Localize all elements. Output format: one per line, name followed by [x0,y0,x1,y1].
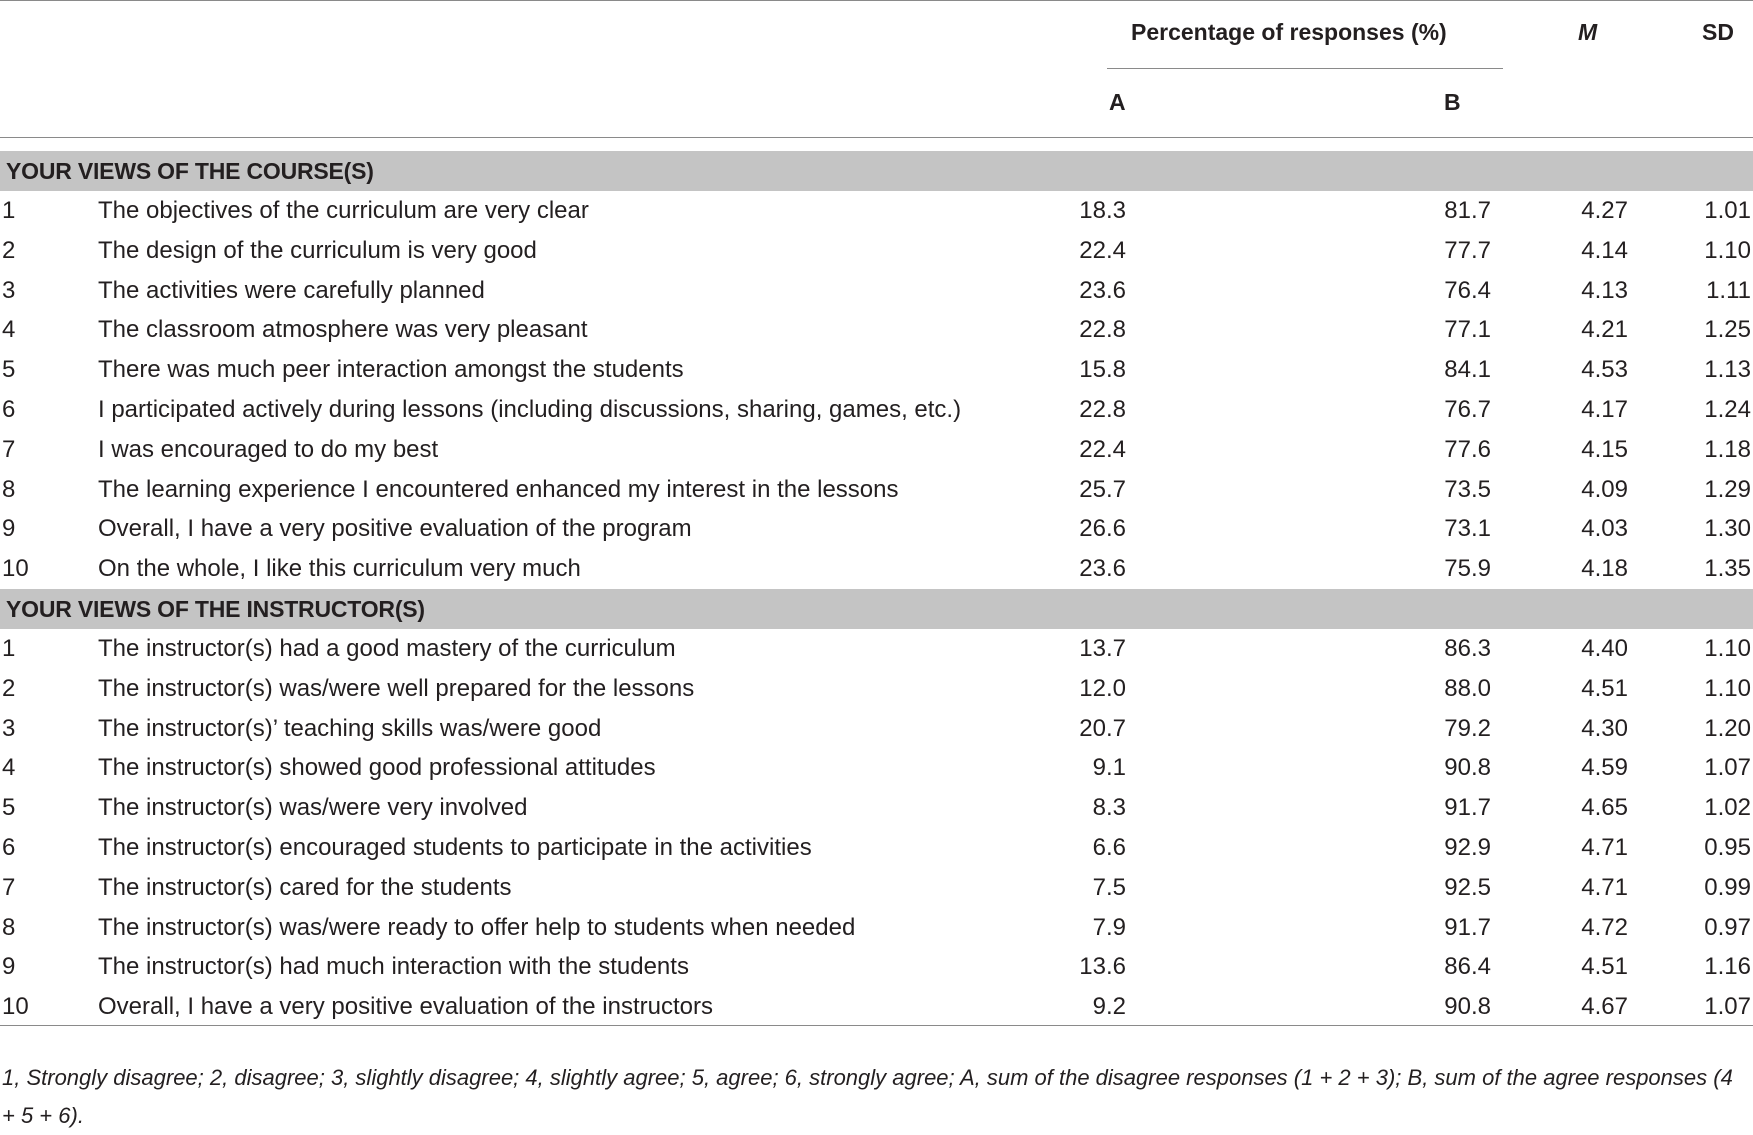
row-number: 7 [2,873,16,901]
row-value-sd: 1.10 [1704,635,1751,662]
row-value-a: 22.8 [1079,396,1126,423]
row-number: 5 [2,794,16,822]
row-number: 6 [2,834,16,861]
row-value-b: 91.7 [1444,794,1491,822]
row-value-a: 6.6 [1092,834,1126,861]
row-value-mean: 4.18 [1581,555,1628,583]
row-number: 6 [2,396,16,423]
row-number: 2 [2,236,16,264]
row-number: 5 [2,356,16,384]
row-value-b: 81.7 [1444,197,1491,224]
row-value-a: 23.6 [1079,276,1126,304]
table-row [0,669,1753,709]
row-value-b: 86.4 [1444,953,1491,981]
row-value-a: 25.7 [1079,475,1126,503]
header-col-b: B [1444,89,1461,115]
row-value-mean: 4.51 [1581,674,1628,702]
table-row [0,310,1753,350]
table-row [0,748,1753,788]
row-number: 9 [2,953,16,981]
row-number: 9 [2,515,16,543]
row-number: 10 [2,993,29,1021]
row-value-a: 13.7 [1079,635,1126,662]
row-value-mean: 4.72 [1581,913,1628,941]
row-value-mean: 4.13 [1581,276,1628,304]
table-row [0,629,1753,669]
row-number: 1 [2,197,16,224]
row-number: 8 [2,913,16,941]
table-row [0,350,1753,390]
row-value-b: 90.8 [1444,754,1491,782]
table-bottom-rule [0,1025,1753,1026]
row-value-sd: 1.13 [1704,356,1751,384]
row-item-text: The instructor(s) was/were ready to offer help to students when needed [98,913,856,941]
table-top-rule [0,0,1753,1]
row-value-sd: 1.02 [1704,794,1751,822]
row-value-sd: 1.29 [1704,475,1751,503]
row-value-sd: 1.24 [1704,396,1751,423]
row-value-a: 23.6 [1079,555,1126,583]
row-item-text: The activities were carefully planned [98,276,485,304]
header-mean: M [1578,19,1598,45]
row-value-a: 15.8 [1079,356,1126,384]
row-item-text: There was much peer interaction amongst the students [98,356,684,384]
header-bottom-rule [0,137,1753,138]
row-value-b: 90.8 [1444,993,1491,1021]
table-row [0,231,1753,271]
row-value-mean: 4.65 [1581,794,1628,822]
row-value-mean: 4.03 [1581,515,1628,543]
row-value-mean: 4.53 [1581,356,1628,384]
table-row [0,430,1753,470]
row-value-mean: 4.21 [1581,316,1628,344]
row-value-b: 77.6 [1444,435,1491,463]
row-item-text: The instructor(s) had much interaction with the students [98,953,689,981]
section-band-instructor [0,589,1753,629]
row-value-sd: 1.10 [1704,674,1751,702]
row-value-a: 8.3 [1092,794,1126,822]
table-row [0,271,1753,311]
row-value-sd: 1.18 [1704,435,1751,463]
row-value-mean: 4.71 [1581,873,1628,901]
row-item-text: The instructor(s) cared for the students [98,873,512,901]
table-row [0,788,1753,828]
row-value-sd: 1.16 [1704,953,1751,981]
row-number: 3 [2,714,16,742]
table-row [0,470,1753,510]
row-value-mean: 4.14 [1581,236,1628,264]
row-item-text: The instructor(s) was/were very involved [98,794,528,822]
row-item-text: The objectives of the curriculum are very clear [98,197,589,224]
row-value-b: 92.5 [1444,873,1491,901]
row-item-text: Overall, I have a very positive evaluation of the program [98,515,692,543]
row-value-b: 79.2 [1444,714,1491,742]
table-row [0,947,1753,987]
row-value-a: 22.4 [1079,435,1126,463]
table-row [0,987,1753,1027]
row-number: 3 [2,276,16,304]
row-item-text: Overall, I have a very positive evaluation of the instructors [98,993,713,1021]
section-band-course [0,151,1753,191]
row-value-sd: 1.20 [1704,714,1751,742]
row-number: 4 [2,754,16,782]
row-value-b: 84.1 [1444,356,1491,384]
row-item-text: The instructor(s)’ teaching skills was/were good [98,714,602,742]
header-sd: SD [1702,19,1734,45]
row-item-text: The classroom atmosphere was very pleasant [98,316,588,344]
row-number: 1 [2,635,16,662]
row-value-b: 73.5 [1444,475,1491,503]
row-value-sd: 1.07 [1704,993,1751,1021]
row-value-b: 91.7 [1444,913,1491,941]
row-value-sd: 1.30 [1704,515,1751,543]
row-value-a: 26.6 [1079,515,1126,543]
row-item-text: The instructor(s) had a good mastery of the curriculum [98,635,676,662]
row-value-a: 13.6 [1079,953,1126,981]
row-value-mean: 4.51 [1581,953,1628,981]
table-row [0,868,1753,908]
table-row [0,709,1753,749]
row-value-sd: 1.01 [1704,197,1751,224]
row-item-text: The instructor(s) was/were well prepared for the lessons [98,674,695,702]
row-value-mean: 4.71 [1581,834,1628,861]
row-value-a: 9.2 [1092,993,1126,1021]
row-value-a: 12.0 [1079,674,1126,702]
row-number: 8 [2,475,16,503]
table-row [0,549,1753,589]
row-number: 7 [2,435,16,463]
header-group-underline [1107,68,1503,69]
row-item-text: The design of the curriculum is very good [98,236,537,264]
row-item-text: On the whole, I like this curriculum very much [98,555,581,583]
row-item-text: The instructor(s) encouraged students to participate in the activities [98,834,812,861]
row-value-sd: 0.97 [1704,913,1751,941]
footnote: 1, Strongly disagree; 2, disagree; 3, slightly disagree; 4, slightly agree; 5, agree; 6, strongly agree; A, sum of the disagree responses (1 + 2 + 3); B, sum of the agree responses (4 + 5 + 6). [2,1065,1733,1128]
table-row [0,191,1753,231]
row-value-b: 92.9 [1444,834,1491,861]
row-value-b: 77.1 [1444,316,1491,344]
row-value-sd: 1.35 [1704,555,1751,583]
row-value-b: 75.9 [1444,555,1491,583]
row-item-text: I was encouraged to do my best [98,435,439,463]
section-title: YOUR VIEWS OF THE INSTRUCTOR(S) [6,596,425,622]
row-value-a: 22.4 [1079,236,1126,264]
row-item-text: The instructor(s) showed good professional attitudes [98,754,656,782]
row-value-a: 18.3 [1079,197,1126,224]
header-group-label: Percentage of responses (%) [1131,19,1447,45]
row-value-a: 20.7 [1079,714,1126,742]
row-value-mean: 4.67 [1581,993,1628,1021]
row-value-b: 77.7 [1444,236,1491,264]
row-value-b: 76.4 [1444,276,1491,304]
row-value-a: 22.8 [1079,316,1126,344]
row-value-b: 73.1 [1444,515,1491,543]
row-value-b: 86.3 [1444,635,1491,662]
row-value-sd: 1.07 [1704,754,1751,782]
table-row [0,390,1753,430]
row-item-text: The learning experience I encountered enhanced my interest in the lessons [98,475,899,503]
row-number: 10 [2,555,29,583]
row-value-mean: 4.30 [1581,714,1628,742]
row-item-text: I participated actively during lessons (including discussions, sharing, games, etc.) [98,396,962,423]
row-value-sd: 1.25 [1704,316,1751,344]
row-value-a: 7.9 [1092,913,1126,941]
row-value-mean: 4.09 [1581,475,1628,503]
header-col-a: A [1109,89,1126,115]
row-number: 2 [2,674,16,702]
row-value-sd: 0.95 [1704,834,1751,861]
row-value-sd: 0.99 [1704,873,1751,901]
row-value-mean: 4.15 [1581,435,1628,463]
row-value-mean: 4.59 [1581,754,1628,782]
row-value-a: 7.5 [1092,873,1126,901]
table-row [0,908,1753,948]
row-value-b: 76.7 [1444,396,1491,423]
row-number: 4 [2,316,16,344]
section-title: YOUR VIEWS OF THE COURSE(S) [6,158,374,184]
row-value-b: 88.0 [1444,674,1491,702]
row-value-sd: 1.11 [1706,276,1751,304]
row-value-a: 9.1 [1092,754,1126,782]
row-value-mean: 4.40 [1581,635,1628,662]
row-value-sd: 1.10 [1704,236,1751,264]
table-row [0,509,1753,549]
table-row [0,828,1753,868]
row-value-mean: 4.27 [1581,197,1628,224]
row-value-mean: 4.17 [1581,396,1628,423]
